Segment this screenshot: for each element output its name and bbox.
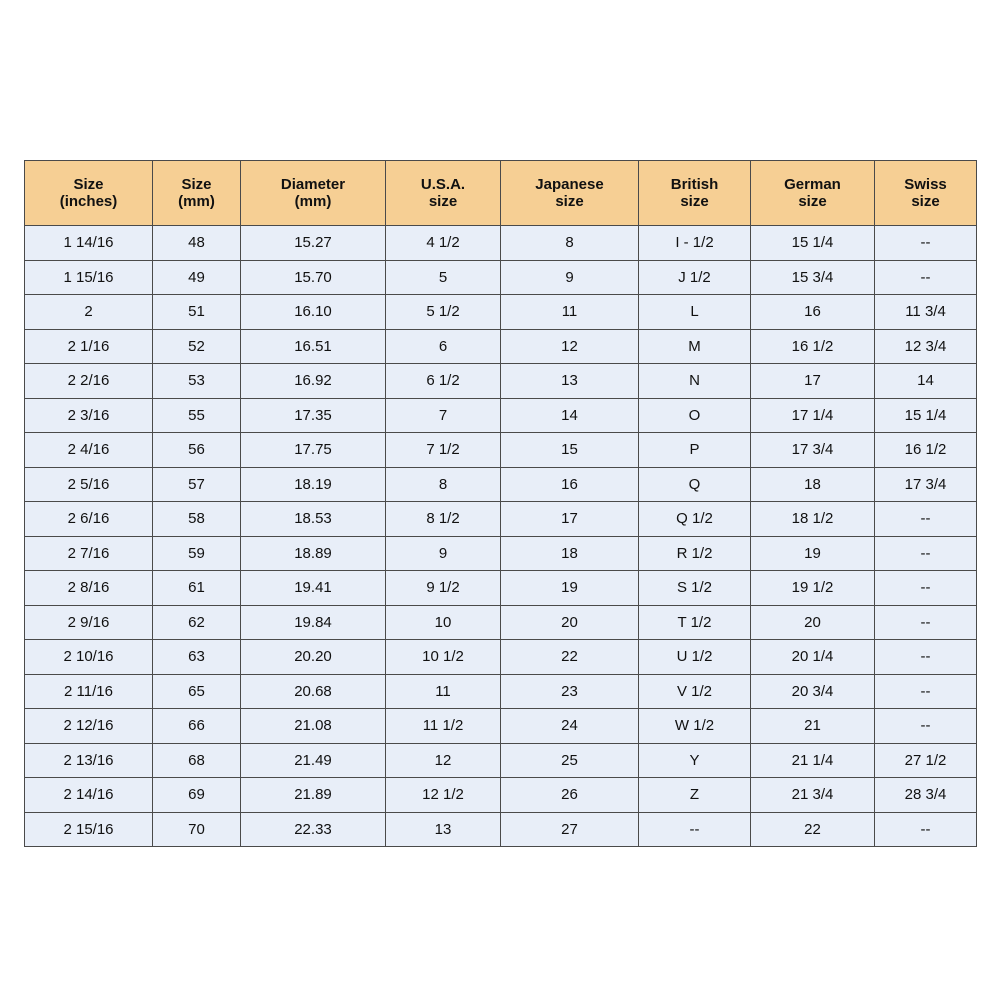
- table-cell: 12 3/4: [875, 329, 977, 364]
- table-cell: S 1/2: [639, 571, 751, 606]
- table-cell: 10 1/2: [386, 640, 501, 675]
- table-cell: 18: [501, 536, 639, 571]
- table-cell: 16.10: [241, 295, 386, 330]
- table-cell: --: [875, 226, 977, 261]
- table-cell: --: [875, 812, 977, 847]
- table-cell: 16.92: [241, 364, 386, 399]
- table-cell: 11 3/4: [875, 295, 977, 330]
- table-cell: Q: [639, 467, 751, 502]
- table-cell: 20.68: [241, 674, 386, 709]
- table-cell: 21.89: [241, 778, 386, 813]
- table-header: [25, 161, 977, 226]
- table-cell: N: [639, 364, 751, 399]
- table-cell: 17: [751, 364, 875, 399]
- column-header-swiss-size: [875, 161, 977, 226]
- table-cell: Y: [639, 743, 751, 778]
- table-cell: 15: [501, 433, 639, 468]
- table-cell: 15 1/4: [751, 226, 875, 261]
- table-cell: 19: [751, 536, 875, 571]
- header-line-2: size: [798, 193, 827, 210]
- table-cell: 5 1/2: [386, 295, 501, 330]
- header-line-1: Swiss: [904, 175, 947, 193]
- header-line-2: (inches): [59, 193, 118, 210]
- table-row: [25, 260, 977, 295]
- table-cell: 2 10/16: [25, 640, 153, 675]
- table-cell: --: [875, 674, 977, 709]
- header-line-2: size: [680, 193, 709, 210]
- table-cell: 24: [501, 709, 639, 744]
- table-cell: 2 8/16: [25, 571, 153, 606]
- table-cell: 17 3/4: [751, 433, 875, 468]
- table-row: [25, 571, 977, 606]
- table-cell: 9: [386, 536, 501, 571]
- table-cell: V 1/2: [639, 674, 751, 709]
- table-cell: W 1/2: [639, 709, 751, 744]
- table-row: [25, 226, 977, 261]
- table-cell: 16: [501, 467, 639, 502]
- table-row: [25, 502, 977, 537]
- table-cell: 2 15/16: [25, 812, 153, 847]
- table-cell: 2 4/16: [25, 433, 153, 468]
- table-cell: 6: [386, 329, 501, 364]
- header-line-1: Diameter: [280, 175, 346, 193]
- table-cell: Q 1/2: [639, 502, 751, 537]
- table-cell: 22: [751, 812, 875, 847]
- size-conversion-table: [24, 160, 977, 847]
- table-cell: 16: [751, 295, 875, 330]
- table-cell: 11: [501, 295, 639, 330]
- table-row: [25, 295, 977, 330]
- header-line-1: Japanese: [535, 175, 604, 193]
- table-cell: 18 1/2: [751, 502, 875, 537]
- table-cell: 9 1/2: [386, 571, 501, 606]
- table-cell: 11 1/2: [386, 709, 501, 744]
- table-cell: 1 15/16: [25, 260, 153, 295]
- table-cell: 55: [153, 398, 241, 433]
- table-body: [25, 226, 977, 847]
- column-header-diameter-mm: [241, 161, 386, 226]
- table-cell: 17: [501, 502, 639, 537]
- table-row: [25, 433, 977, 468]
- header-line-1: British: [670, 175, 719, 193]
- table-cell: --: [875, 502, 977, 537]
- table-cell: 7: [386, 398, 501, 433]
- table-cell: --: [875, 536, 977, 571]
- table-cell: 14: [875, 364, 977, 399]
- header-line-2: size: [911, 193, 940, 210]
- table-cell: 2 14/16: [25, 778, 153, 813]
- table-row: [25, 467, 977, 502]
- table-cell: J 1/2: [639, 260, 751, 295]
- table-cell: 19.84: [241, 605, 386, 640]
- table-cell: 2 13/16: [25, 743, 153, 778]
- table-cell: 9: [501, 260, 639, 295]
- table-cell: 8: [501, 226, 639, 261]
- table-row: [25, 329, 977, 364]
- header-line-1: U.S.A.: [420, 175, 466, 193]
- table-cell: 65: [153, 674, 241, 709]
- table-cell: 18.89: [241, 536, 386, 571]
- table-cell: 2 6/16: [25, 502, 153, 537]
- table-cell: 13: [501, 364, 639, 399]
- table-cell: 27 1/2: [875, 743, 977, 778]
- table-row: [25, 398, 977, 433]
- table-cell: 15 1/4: [875, 398, 977, 433]
- table-cell: --: [875, 640, 977, 675]
- table-cell: M: [639, 329, 751, 364]
- table-cell: O: [639, 398, 751, 433]
- table-cell: 14: [501, 398, 639, 433]
- table-cell: 13: [386, 812, 501, 847]
- table-cell: 2 5/16: [25, 467, 153, 502]
- table-cell: 25: [501, 743, 639, 778]
- table-cell: 22: [501, 640, 639, 675]
- table-cell: 18.53: [241, 502, 386, 537]
- table-cell: 2 11/16: [25, 674, 153, 709]
- table-cell: 17.35: [241, 398, 386, 433]
- table-cell: 21 3/4: [751, 778, 875, 813]
- table-cell: 27: [501, 812, 639, 847]
- table-cell: 17 3/4: [875, 467, 977, 502]
- table-row: [25, 364, 977, 399]
- table-cell: R 1/2: [639, 536, 751, 571]
- table-cell: 21.49: [241, 743, 386, 778]
- table-cell: 18.19: [241, 467, 386, 502]
- table-cell: 51: [153, 295, 241, 330]
- table-cell: 52: [153, 329, 241, 364]
- table-cell: 2 7/16: [25, 536, 153, 571]
- table-cell: 2 1/16: [25, 329, 153, 364]
- column-header-usa-size: [386, 161, 501, 226]
- table-cell: 15.27: [241, 226, 386, 261]
- table-cell: 26: [501, 778, 639, 813]
- table-cell: 61: [153, 571, 241, 606]
- column-header-british-size: [639, 161, 751, 226]
- table-cell: 2 3/16: [25, 398, 153, 433]
- table-cell: 2 2/16: [25, 364, 153, 399]
- table-cell: --: [875, 709, 977, 744]
- header-line-1: Size: [181, 175, 212, 193]
- column-header-size-mm: [153, 161, 241, 226]
- table-cell: 18: [751, 467, 875, 502]
- header-line-1: Size: [73, 175, 104, 193]
- header-line-2: size: [555, 193, 584, 210]
- table-cell: 2 9/16: [25, 605, 153, 640]
- table-cell: 15.70: [241, 260, 386, 295]
- table-cell: 68: [153, 743, 241, 778]
- table-cell: 8: [386, 467, 501, 502]
- table-row: [25, 778, 977, 813]
- table-cell: P: [639, 433, 751, 468]
- table-cell: --: [639, 812, 751, 847]
- table-cell: 17.75: [241, 433, 386, 468]
- table-cell: 2 12/16: [25, 709, 153, 744]
- ring-size-chart: [24, 160, 976, 847]
- table-cell: 59: [153, 536, 241, 571]
- table-cell: 7 1/2: [386, 433, 501, 468]
- table-cell: 63: [153, 640, 241, 675]
- table-cell: 57: [153, 467, 241, 502]
- table-cell: --: [875, 571, 977, 606]
- table-cell: 4 1/2: [386, 226, 501, 261]
- table-row: [25, 743, 977, 778]
- table-cell: 6 1/2: [386, 364, 501, 399]
- table-cell: 17 1/4: [751, 398, 875, 433]
- table-cell: 19: [501, 571, 639, 606]
- header-line-1: German: [784, 175, 841, 193]
- table-cell: Z: [639, 778, 751, 813]
- table-cell: 16 1/2: [875, 433, 977, 468]
- table-cell: 11: [386, 674, 501, 709]
- table-cell: 28 3/4: [875, 778, 977, 813]
- table-cell: 8 1/2: [386, 502, 501, 537]
- column-header-size-inches: [25, 161, 153, 226]
- table-cell: 20: [751, 605, 875, 640]
- table-cell: U 1/2: [639, 640, 751, 675]
- table-cell: 20.20: [241, 640, 386, 675]
- table-cell: 21: [751, 709, 875, 744]
- table-cell: 48: [153, 226, 241, 261]
- table-cell: 70: [153, 812, 241, 847]
- table-cell: 49: [153, 260, 241, 295]
- table-row: [25, 640, 977, 675]
- header-line-2: (mm): [178, 193, 215, 210]
- table-cell: 56: [153, 433, 241, 468]
- table-row: [25, 812, 977, 847]
- column-header-german-size: [751, 161, 875, 226]
- table-cell: 16.51: [241, 329, 386, 364]
- table-cell: 1 14/16: [25, 226, 153, 261]
- table-cell: 2: [25, 295, 153, 330]
- table-cell: 21 1/4: [751, 743, 875, 778]
- table-cell: 16 1/2: [751, 329, 875, 364]
- table-cell: 62: [153, 605, 241, 640]
- table-cell: --: [875, 605, 977, 640]
- table-cell: 66: [153, 709, 241, 744]
- table-cell: 12: [386, 743, 501, 778]
- table-cell: 10: [386, 605, 501, 640]
- table-row: [25, 674, 977, 709]
- table-cell: 5: [386, 260, 501, 295]
- table-cell: L: [639, 295, 751, 330]
- table-cell: 15 3/4: [751, 260, 875, 295]
- header-row: [25, 161, 977, 226]
- table-cell: 22.33: [241, 812, 386, 847]
- table-cell: 19 1/2: [751, 571, 875, 606]
- table-cell: 20: [501, 605, 639, 640]
- table-cell: --: [875, 260, 977, 295]
- table-cell: I - 1/2: [639, 226, 751, 261]
- table-cell: 19.41: [241, 571, 386, 606]
- table-cell: 58: [153, 502, 241, 537]
- header-line-2: size: [428, 193, 458, 210]
- column-header-japanese-size: [501, 161, 639, 226]
- table-cell: 23: [501, 674, 639, 709]
- table-row: [25, 536, 977, 571]
- table-cell: T 1/2: [639, 605, 751, 640]
- table-row: [25, 605, 977, 640]
- table-cell: 12 1/2: [386, 778, 501, 813]
- table-cell: 20 1/4: [751, 640, 875, 675]
- table-cell: 20 3/4: [751, 674, 875, 709]
- table-cell: 53: [153, 364, 241, 399]
- header-line-2: (mm): [294, 193, 332, 210]
- table-row: [25, 709, 977, 744]
- table-cell: 21.08: [241, 709, 386, 744]
- table-cell: 12: [501, 329, 639, 364]
- table-cell: 69: [153, 778, 241, 813]
